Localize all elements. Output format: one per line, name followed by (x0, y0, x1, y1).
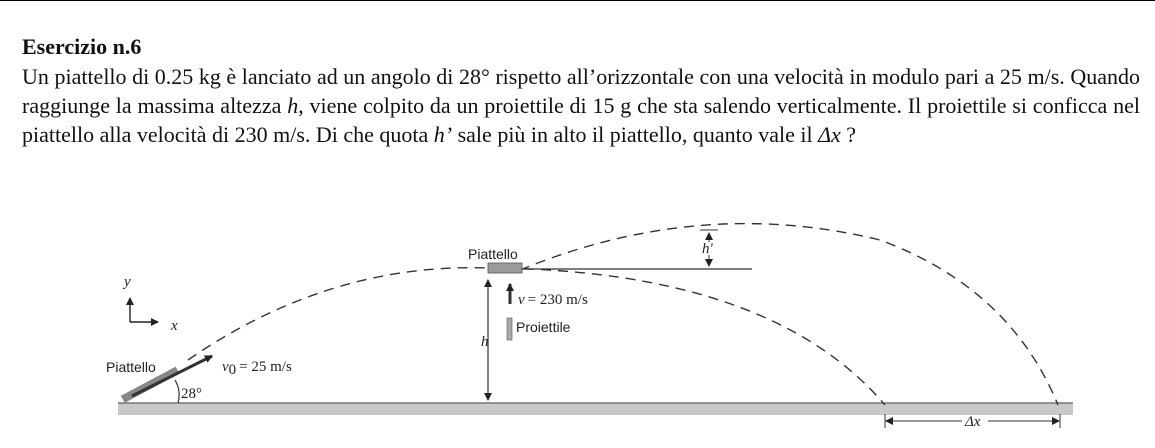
new-trajectory (520, 224, 1058, 405)
h-label: h (481, 334, 489, 350)
peak-dish-label: Piattello (468, 246, 518, 262)
axis-y-label: y (124, 274, 131, 290)
delta-x-label: Δx (965, 414, 981, 430)
problem-text-part-4: ? (840, 122, 857, 147)
ground (118, 403, 1073, 415)
angle-arc (175, 380, 179, 403)
projectile (507, 318, 512, 340)
exercise-title: Esercizio n.6 (22, 34, 142, 59)
problem-statement (22, 62, 1140, 149)
trajectory-figure (0, 200, 1155, 448)
problem-text-part-2: , viene colpito da un proiettile di 15 g che sta salendo verticalmente. Il proiettile si conficca nel piattello alla velocità di 230 m/s. Di che quota (22, 93, 1140, 147)
v0-label: v0 = 25 m/s (222, 359, 292, 378)
launch-dish-label: Piattello (106, 359, 156, 375)
axes-indicator (122, 274, 178, 334)
h-prime-label: h' (702, 241, 713, 257)
original-trajectory-descent (490, 268, 885, 405)
symbol-h-prime: h’ (433, 122, 453, 147)
projectile-velocity-label: v = 230 m/s (518, 292, 588, 308)
original-trajectory (188, 268, 490, 360)
problem-text-part-1: Un piattello di 0.25 kg è lanciato ad un angolo di 28° rispetto all’orizzontale con una velocità in modulo pari a 25 m/s. Quando raggiunge la massima altezza (22, 64, 1140, 118)
angle-label: 28° (181, 386, 202, 402)
top-rule (0, 0, 1155, 1)
problem-text-part-3: sale più in alto il piattello, quanto vale il (452, 122, 819, 147)
peak-dish (488, 263, 522, 273)
axis-x-label: x (171, 318, 178, 334)
projectile-label: Proiettile (516, 319, 571, 335)
symbol-h: h (287, 93, 299, 118)
symbol-delta-x: Δx (818, 122, 841, 147)
